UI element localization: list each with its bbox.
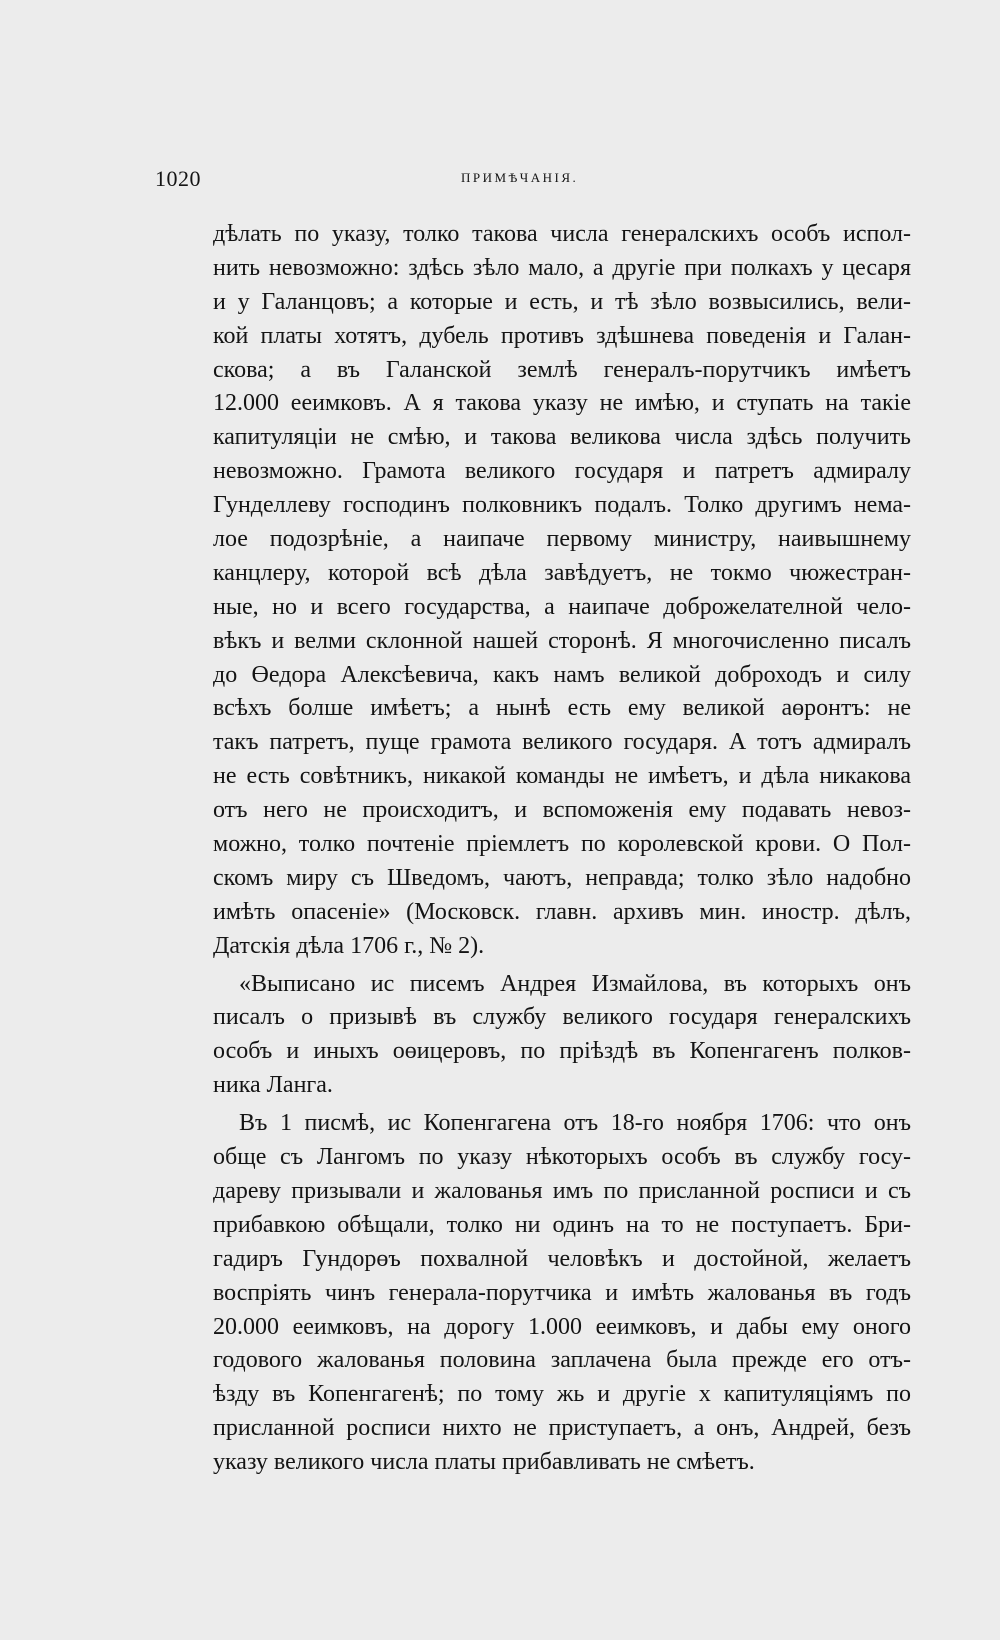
- text-line: указу великого числа платы прибавливать не смѣетъ.: [213, 1449, 755, 1476]
- text-line: дѣлать по указу, толко такова числа генералскихъ особъ испол-: [213, 221, 911, 247]
- text-line: гадиръ Гундорөъ похвалной человѣкъ и достойной, желаетъ: [213, 1245, 911, 1272]
- text-line: Гунделлеву господинъ полковникъ подалъ. Толко другимъ нема-: [213, 492, 911, 519]
- text-line: вѣкъ и велми склонной нашей сторонѣ. Я многочисленно писалъ: [213, 627, 911, 654]
- text-line: Датскія дѣла 1706 г., № 2).: [213, 932, 485, 959]
- text-line: писалъ о призывѣ въ службу великого государя генералскихъ: [213, 1004, 911, 1031]
- text-line: «Выписано ис писемъ Андрея Измайлова, въ которыхъ онъ: [239, 970, 911, 997]
- page-header: [155, 166, 915, 196]
- text-line: годового жалованья половина заплачена была прежде его отъ-: [213, 1347, 911, 1374]
- paragraph: [213, 1107, 911, 1480]
- text-line: Въ 1 писмѣ, ис Копенгагена отъ 18-го ноября 1706: что онъ: [239, 1110, 911, 1137]
- text-line: воспріять чинъ генерала-порутчика и имѣть жалованья въ годъ: [213, 1279, 911, 1306]
- text-line: не есть совѣтникъ, никакой команды не имѣетъ, и дѣла никакова: [213, 763, 911, 790]
- text-line: до Өедора Алексѣевича, какъ намъ великой доброходъ и силу: [213, 661, 911, 688]
- text-line: дареву призывали и жалованья имъ по присланной росписи и съ: [213, 1177, 911, 1204]
- text-line: скова; а въ Галанской землѣ генералъ-порутчикъ имѣетъ: [213, 356, 911, 383]
- text-line: нить невозможно: здѣсь зѣло мало, а другіе при полкахъ у цесаря: [213, 254, 911, 281]
- text-line: скомъ миру съ Шведомъ, чаютъ, неправда; толко зѣло надобно: [213, 864, 911, 891]
- text-line: такъ патретъ, пуще грамота великого государя. А тотъ адмиралъ: [213, 729, 911, 756]
- text-line: можно, толко почтеніе пріемлетъ по королевской крови. О Пол-: [213, 831, 911, 858]
- text-line: и у Галанцовъ; а которые и есть, и тѣ зѣло возвысились, вели-: [213, 288, 911, 315]
- running-head: ПРИМѢЧАНІЯ.: [461, 170, 579, 185]
- text-line: прибавкою обѣщали, толко ни одинъ на то не поступаетъ. Бри-: [213, 1211, 911, 1238]
- text-line: капитуляціи не смѣю, и такова великова числа здѣсь получить: [213, 424, 911, 451]
- text-line: ѣзду въ Копенгагенѣ; по тому жь и другіе х капитуляціямъ по: [213, 1381, 911, 1408]
- paragraph: [213, 218, 911, 964]
- body-text: [213, 218, 911, 1480]
- text-line: 20.000 ееимковъ, на дорогу 1.000 ееимковъ, и дабы ему оного: [213, 1313, 911, 1340]
- text-line: отъ него не происходитъ, и вспоможенія ему подавать невоз-: [213, 797, 911, 824]
- text-line: всѣхъ болше имѣетъ; а нынѣ есть ему великой аөронтъ: не: [213, 695, 911, 722]
- page-number: 1020: [155, 166, 201, 191]
- text-line: особъ и иныхъ оөицеровъ, по пріѣздѣ въ Копенгагенъ полков-: [213, 1038, 911, 1065]
- paragraph: [213, 968, 911, 1104]
- text-line: обще съ Лангомъ по указу нѣкоторыхъ особъ въ службу госу-: [213, 1144, 911, 1171]
- text-line: ника Ланга.: [213, 1072, 333, 1099]
- text-line: канцлеру, которой всѣ дѣла завѣдуетъ, не токмо чюжестран-: [213, 559, 911, 586]
- text-line: кой платы хотятъ, дубель противъ здѣшнева поведенія и Галан-: [213, 322, 911, 349]
- text-line: присланной росписи нихто не приступаетъ, а онъ, Андрей, безъ: [213, 1415, 911, 1442]
- text-line: 12.000 ееимковъ. А я такова указу не имѣю, и ступать на такіе: [213, 390, 911, 417]
- text-line: невозможно. Грамота великого государя и патретъ адмиралу: [213, 458, 911, 485]
- text-line: имѣть опасеніе» (Московск. главн. архивъ мин. иностр. дѣлъ,: [213, 898, 911, 925]
- text-line: лое подозрѣніе, а наипаче первому министру, наивышнему: [213, 526, 911, 553]
- text-line: ные, но и всего государства, а наипаче доброжелателной чело-: [213, 593, 911, 620]
